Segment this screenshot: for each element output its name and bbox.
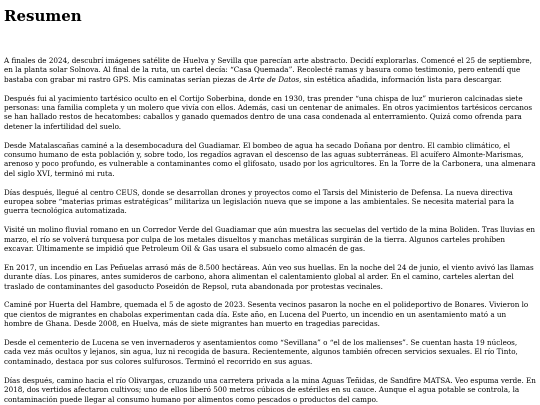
page-title: Resumen (4, 7, 82, 25)
paragraph-8: Desde el cementerio de Lucena se ven invernaderos y asentamientos como “Sevillana” o “el de los malienses”. Se cuentan hasta 19 núcleos, cada vez más ocultos y lejanos, sin agua, luz ni recogida de basura. Recientemente, algunos también ofrecen servicios sexuales. El río Tinto, contaminado, destaca por sus colores sulfurosos. Terminó el recorrido en sus aguas. (4, 338, 518, 366)
paragraph-6: En 2017, un incendio en Las Peñuelas arrasó más de 8.500 hectáreas. Aún veo sus huellas. En la noche del 24 de junio, el viento avivó las llamas durante días. Los pinares, antes sumideros de carbono, ahora alimentan el calentamiento global al arder. En el camino, carteles alertan del traslado de contaminantes del gasoducto Poseidón de Repsol, ruta abandonada por protestas vecinales. (4, 262, 534, 291)
paragraph-3: Desde Matalascañas caminé a la desembocadura del Guadiamar. El bombeo de agua ha secado Doñana por dentro. El cambio climático, el consumo humano de esta población y, sobre todo, los regadíos agravan el descenso de las aguas subterráneas. El acuífero Almonte-Marismas, arenoso y poco profundo, es vulnerable a contaminantes como el glifosato, usado por los agricultores. En la Torre de la Carbonera, una almenara del siglo XVI, terminó mi ruta. (4, 140, 536, 178)
paragraph-2: Después fui al yacimiento tartésico oculto en el Cortijo Soberbina, donde en 1930, tras prender “una chispa de luz” murieron calcinadas siete personas: una familia completa y un molero que vivía con ellos. Además, casi un centenar de animales. En otros yacimientos tartésicos cercanos se han hallado restos de hecatombes: caballos y ganado quemados dentro de una casa condenada al enterramiento. Quizá como ofrenda para detener la infertilidad del suelo. (4, 93, 533, 131)
paragraph-1 (4, 56, 536, 84)
paragraph-5: Visité un molino fluvial romano en un Corredor Verde del Guadiamar que aún muestra las secuelas del vertido de la mina Boliden. Tras lluvias en marzo, el río se volverá turquesa por culpa de los metales disueltos y manchas metálicas surgirán de la tierra. Algunos carteles prohíben excavar. Últimamente se impidió que Petroleum Oil & Gas usara el subsuelo como almacén de gas. (4, 225, 536, 254)
paragraph-7: Caminé por Huerta del Hambre, quemada el 5 de agosto de 2023. Sesenta vecinos pasaron la noche en el polideportivo de Bonares. Vivieron lo que cientos de migrantes en chabolas experimentan cada día. Este año, en Lucena del Puerto, un incendio en un asentamiento mató a un hombre de Ghana. Desde 2008, en Huelva, más de siete migrantes han muerto en tragedias parecidas. (4, 300, 529, 329)
paragraph-9: Días después, camino hacia el río Olivargas, cruzando una carretera privada a la mina Aguas Teñidas, de Sandfire MATSA. Veo espuma verde. En 2018, dos vertidos afectaron cultivos; uno de ellos liberó 500 metros cúbicos de estériles en su cauce. Aunque el agua potable se controla, la contaminación puede llegar al consumo humano por alimentos como pescados o productos del campo. (4, 375, 536, 404)
paragraph-1-text-b: , sin estética añadida, información lista para descargar. (299, 74, 502, 84)
paragraph-1-text-a: A finales de 2024, descubrí imágenes satélite de Huelva y Sevilla que parecían arte abstracto. Decidí explorarlas. Comencé el 25 de septiembre, en la planta solar Solnova. Al final de la ruta, un cartel decía: “Casa Quemada”. Recolecté ramas y basura como testimonio, pero entendí que bastaba con grabar mi rastro GPS. Mis caminatas serían piezas de (4, 56, 532, 84)
paragraph-4: Días después, llegué al centro CEUS, donde se desarrollan drones y proyectos como el Tarsis del Ministerio de Defensa. La nueva directiva europea sobre “materias primas estratégicas” militariza un legislación nueva que se impone a las ambientales. Se necesita material para la guerra tecnológica automatizada. (4, 187, 515, 216)
paragraph-1-emphasis: Arte de Datos (249, 74, 300, 84)
